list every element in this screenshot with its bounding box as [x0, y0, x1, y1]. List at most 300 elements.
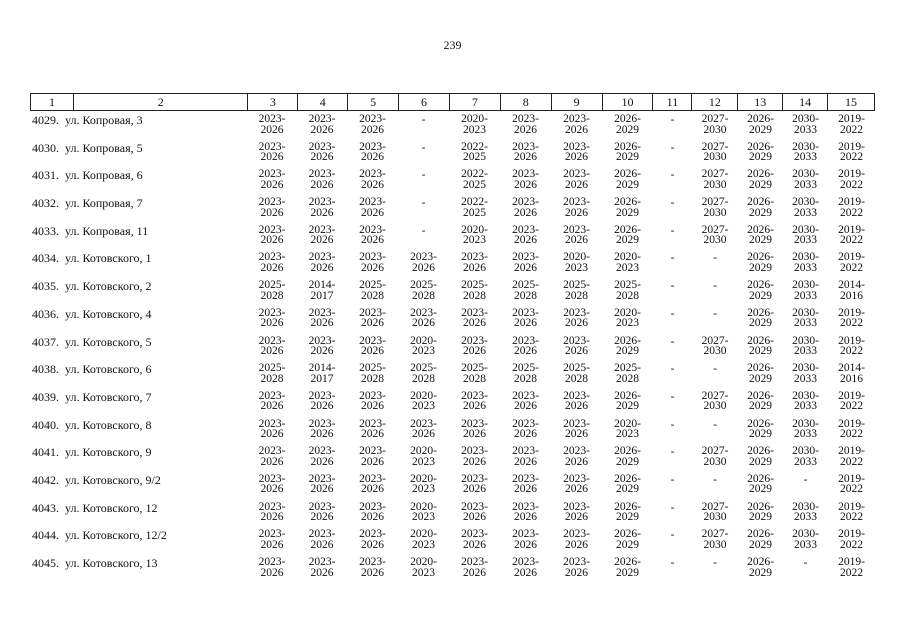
period-cell-col-9: 2023- 2026 [563, 556, 590, 579]
period-cell-col-7: 2023- 2026 [461, 306, 488, 330]
period-cell-col-9: 2023- 2026 [563, 500, 590, 524]
period-cell-col-4: 2023- 2026 [308, 251, 336, 274]
period-cell-col-14: 2030- 2033 [792, 528, 819, 551]
period-cell-col-8: 2023- 2026 [512, 445, 539, 468]
period-cell-col-6: - [421, 114, 426, 126]
period-cell-col-10: 2026- 2029 [614, 140, 641, 164]
period-cell-col-6: 2020- 2023 [410, 334, 437, 357]
period-cell-col-8: 2023- 2026 [512, 113, 539, 136]
period-cell-col-12: 2027- 2030 [701, 528, 729, 551]
column-header-4: 4 [297, 94, 347, 110]
period-cell-col-13: 2026- 2029 [747, 306, 774, 330]
period-cell-col-6: 2025- 2028 [410, 279, 437, 302]
table-row [30, 194, 875, 222]
street-address: ул. Котовского, 5 [65, 334, 152, 349]
period-cell-col-15: 2019- 2022 [838, 113, 865, 136]
table-row [30, 166, 875, 194]
period-cell-col-4: 2023- 2026 [308, 306, 336, 330]
period-cell-col-7: 2023- 2026 [461, 556, 488, 579]
row-number: 4030. [32, 140, 59, 155]
row-number: 4038. [32, 362, 59, 377]
period-cell-col-12: 2027- 2030 [701, 140, 729, 164]
period-cell-col-11: - [670, 307, 675, 320]
table-row [30, 554, 875, 582]
period-cell-col-6: 2020- 2023 [410, 445, 437, 468]
period-cell-col-15: 2019- 2022 [838, 251, 865, 274]
period-cell-col-7: 2023- 2026 [461, 389, 488, 413]
period-cell-col-3: 2023- 2026 [258, 445, 286, 468]
period-cell-col-4: 2023- 2026 [308, 389, 336, 413]
period-cell-col-4: 2014- 2017 [308, 279, 336, 302]
address-cell [30, 194, 247, 222]
row-number: 4033. [32, 223, 59, 238]
period-cell-col-8: 2023- 2026 [512, 389, 539, 413]
period-cell-col-5: 2025- 2028 [359, 279, 386, 302]
period-cell-col-3: 2025- 2028 [258, 362, 286, 385]
period-cell-col-10: 2020- 2023 [614, 306, 641, 330]
period-cell-col-7: 2022- 2025 [461, 196, 488, 219]
address-cell [30, 443, 247, 471]
period-cell-col-9: 2023- 2026 [563, 445, 590, 468]
street-address: ул. Копровая, 11 [65, 223, 149, 238]
period-cell-col-13: 2026- 2029 [747, 556, 774, 579]
period-cell-col-11: - [670, 473, 675, 486]
period-cell-col-8: 2023- 2026 [512, 306, 539, 330]
period-cell-col-11: - [670, 169, 675, 182]
period-cell-col-9: 2025- 2028 [563, 279, 590, 302]
column-header-13: 13 [737, 94, 782, 110]
period-cell-col-14: - [803, 473, 808, 486]
table-row [30, 305, 875, 333]
period-cell-col-14: 2030- 2033 [792, 445, 819, 468]
period-cell-col-6: 2020- 2023 [410, 500, 437, 524]
period-cell-col-15: 2019- 2022 [838, 445, 865, 468]
period-cell-col-6: 2023- 2026 [410, 417, 437, 441]
period-cell-col-13: 2026- 2029 [747, 472, 774, 496]
row-number: 4031. [32, 168, 59, 183]
period-cell-col-13: 2026- 2029 [747, 334, 774, 357]
period-cell-col-12: - [713, 473, 717, 486]
period-cell-col-7: 2023- 2026 [461, 472, 488, 496]
period-cell-col-12: - [713, 363, 717, 376]
row-number: 4045. [32, 556, 59, 570]
street-address: ул. Котовского, 6 [65, 362, 152, 377]
period-cell-col-4: 2023- 2026 [308, 196, 336, 219]
period-cell-col-4: 2023- 2026 [308, 168, 336, 191]
period-cell-col-6: 2020- 2023 [410, 528, 437, 551]
period-cell-col-6: - [421, 169, 426, 182]
street-address: ул. Котовского, 2 [65, 279, 152, 294]
period-cell-col-14: 2030- 2033 [792, 113, 819, 136]
street-address: ул. Котовского, 13 [65, 556, 158, 570]
period-cell-col-5: 2023- 2026 [359, 223, 386, 247]
row-number: 4041. [32, 445, 59, 460]
period-cell-col-3: 2023- 2026 [258, 556, 286, 579]
period-cell-col-3: 2023- 2026 [258, 417, 286, 441]
period-cell-col-15: 2019- 2022 [838, 389, 865, 413]
period-cell-col-9: 2023- 2026 [563, 417, 590, 441]
period-cell-col-5: 2023- 2026 [359, 251, 386, 274]
column-header-5: 5 [347, 94, 398, 110]
street-address: ул. Копровая, 7 [65, 196, 143, 211]
row-number: 4043. [32, 500, 59, 515]
column-header-9: 9 [551, 94, 602, 110]
period-cell-col-11: - [670, 501, 675, 514]
period-cell-col-11: - [670, 141, 675, 154]
period-cell-col-3: 2023- 2026 [258, 113, 286, 136]
period-cell-col-10: 2026- 2029 [614, 113, 641, 136]
address-cell [30, 166, 247, 194]
period-cell-col-4: 2023- 2026 [308, 556, 336, 579]
period-cell-col-12: - [713, 418, 717, 431]
period-cell-col-14: 2030- 2033 [792, 389, 819, 413]
period-cell-col-12: 2027- 2030 [701, 389, 729, 413]
period-cell-col-9: 2023- 2026 [563, 140, 590, 164]
period-cell-col-9: 2023- 2026 [563, 113, 590, 136]
column-header-11: 11 [652, 94, 691, 110]
period-cell-col-14: 2030- 2033 [792, 140, 819, 164]
period-cell-col-7: 2023- 2026 [461, 500, 488, 524]
period-cell-col-12: 2027- 2030 [701, 500, 729, 524]
street-address: ул. Котовского, 9/2 [65, 472, 161, 487]
row-number: 4042. [32, 472, 59, 487]
period-cell-col-15: 2014- 2016 [838, 279, 865, 302]
period-cell-col-10: 2020- 2023 [614, 417, 641, 441]
column-header-1: 1 [48, 95, 55, 109]
period-cell-col-12: - [713, 252, 717, 265]
period-cell-col-11: - [670, 446, 675, 459]
period-cell-col-5: 2023- 2026 [359, 389, 386, 413]
period-cell-col-9: 2020- 2023 [563, 251, 590, 274]
period-cell-col-10: 2026- 2029 [614, 472, 641, 496]
schedule-table [30, 93, 875, 582]
period-cell-col-10: 2026- 2029 [614, 334, 641, 357]
period-cell-col-5: 2023- 2026 [359, 417, 386, 441]
period-cell-col-13: 2026- 2029 [747, 168, 774, 191]
period-cell-col-4: 2023- 2026 [308, 500, 336, 524]
period-cell-col-9: 2023- 2026 [563, 196, 590, 219]
period-cell-col-10: 2026- 2029 [614, 528, 641, 551]
street-address: ул. Котовского, 12 [65, 500, 158, 515]
period-cell-col-4: 2023- 2026 [308, 472, 336, 496]
address-cell [30, 139, 247, 167]
period-cell-col-12: 2027- 2030 [701, 223, 729, 247]
period-cell-col-7: 2023- 2026 [461, 528, 488, 551]
period-cell-col-12: - [713, 557, 717, 569]
period-cell-col-12: 2027- 2030 [701, 334, 729, 357]
period-cell-col-15: 2019- 2022 [838, 168, 865, 191]
period-cell-col-10: 2026- 2029 [614, 223, 641, 247]
period-cell-col-11: - [670, 390, 675, 403]
period-cell-col-8: 2023- 2026 [512, 168, 539, 191]
table-row [30, 249, 875, 277]
street-address: ул. Котовского, 4 [65, 306, 152, 321]
address-cell [30, 305, 247, 333]
period-cell-col-14: 2030- 2033 [792, 196, 819, 219]
period-cell-col-14: 2030- 2033 [792, 306, 819, 330]
period-cell-col-14: 2030- 2033 [792, 168, 819, 191]
period-cell-col-13: 2026- 2029 [747, 279, 774, 302]
period-cell-col-8: 2023- 2026 [512, 472, 539, 496]
address-cell [30, 222, 247, 250]
row-number: 4039. [32, 389, 59, 404]
period-cell-col-6: 2020- 2023 [410, 389, 437, 413]
period-cell-col-5: 2025- 2028 [359, 362, 386, 385]
row-number: 4034. [32, 251, 59, 266]
column-header-2: 2 [73, 94, 248, 110]
table-row [30, 360, 875, 388]
period-cell-col-13: 2026- 2029 [747, 362, 774, 385]
period-cell-col-14: 2030- 2033 [792, 362, 819, 385]
row-number: 4035. [32, 279, 59, 294]
period-cell-col-12: - [713, 280, 717, 293]
period-cell-col-5: 2023- 2026 [359, 334, 386, 357]
period-cell-col-8: 2023- 2026 [512, 417, 539, 441]
period-cell-col-14: 2030- 2033 [792, 279, 819, 302]
street-address: ул. Копровая, 6 [65, 168, 143, 183]
period-cell-col-14: 2030- 2033 [792, 251, 819, 274]
column-header-15: 15 [827, 94, 874, 110]
period-cell-col-12: 2027- 2030 [701, 196, 729, 219]
period-cell-col-8: 2023- 2026 [512, 556, 539, 579]
period-cell-col-3: 2023- 2026 [258, 196, 286, 219]
period-cell-col-5: 2023- 2026 [359, 306, 386, 330]
period-cell-col-12: 2027- 2030 [701, 113, 729, 136]
period-cell-col-13: 2026- 2029 [747, 196, 774, 219]
table-row [30, 443, 875, 471]
period-cell-col-8: 2023- 2026 [512, 196, 539, 219]
period-cell-col-11: - [670, 197, 675, 210]
period-cell-col-12: - [713, 307, 717, 320]
period-cell-col-13: 2026- 2029 [747, 417, 774, 441]
period-cell-col-4: 2014- 2017 [308, 362, 336, 385]
table-row [30, 139, 875, 167]
period-cell-col-13: 2026- 2029 [747, 528, 774, 551]
period-cell-col-5: 2023- 2026 [359, 113, 386, 136]
table-row [30, 416, 875, 444]
period-cell-col-5: 2023- 2026 [359, 140, 386, 164]
period-cell-col-7: 2020- 2023 [461, 223, 488, 247]
period-cell-col-7: 2022- 2025 [461, 140, 488, 164]
period-cell-col-4: 2023- 2026 [308, 445, 336, 468]
period-cell-col-4: 2023- 2026 [308, 113, 336, 136]
column-header-6: 6 [398, 94, 449, 110]
column-header-8: 8 [500, 94, 551, 110]
period-cell-col-9: 2023- 2026 [563, 223, 590, 247]
street-address: ул. Котовского, 1 [65, 251, 152, 266]
table-row [30, 499, 875, 527]
period-cell-col-4: 2023- 2026 [308, 528, 336, 551]
period-cell-col-3: 2023- 2026 [258, 389, 286, 413]
period-cell-col-13: 2026- 2029 [747, 389, 774, 413]
period-cell-col-6: - [421, 224, 426, 237]
period-cell-col-10: 2026- 2029 [614, 500, 641, 524]
period-cell-col-10: 2025- 2028 [614, 362, 641, 385]
period-cell-col-8: 2023- 2026 [512, 251, 539, 274]
street-address: ул. Копровая, 3 [65, 113, 143, 127]
table-row [30, 388, 875, 416]
table-row [30, 471, 875, 499]
address-cell [30, 526, 247, 554]
table-body [30, 111, 875, 582]
period-cell-col-11: - [670, 529, 675, 542]
address-cell [30, 388, 247, 416]
period-cell-col-11: - [670, 114, 675, 126]
address-cell [30, 277, 247, 305]
period-cell-col-15: 2019- 2022 [838, 500, 865, 524]
period-cell-col-7: 2020- 2023 [461, 113, 488, 136]
street-address: ул. Котовского, 7 [65, 389, 152, 404]
period-cell-col-9: 2023- 2026 [563, 528, 590, 551]
period-cell-col-3: 2023- 2026 [258, 334, 286, 357]
period-cell-col-5: 2023- 2026 [359, 168, 386, 191]
period-cell-col-9: 2025- 2028 [563, 362, 590, 385]
period-cell-col-9: 2023- 2026 [563, 334, 590, 357]
period-cell-col-3: 2023- 2026 [258, 140, 286, 164]
page-number: 239 [443, 38, 462, 52]
period-cell-col-11: - [670, 363, 675, 376]
period-cell-col-3: 2023- 2026 [258, 500, 286, 524]
period-cell-col-11: - [670, 557, 675, 569]
row-number: 4029. [32, 113, 59, 127]
period-cell-col-5: 2023- 2026 [359, 500, 386, 524]
period-cell-col-10: 2026- 2029 [614, 196, 641, 219]
period-cell-col-5: 2023- 2026 [359, 556, 386, 579]
period-cell-col-10: 2026- 2029 [614, 445, 641, 468]
period-cell-col-7: 2023- 2026 [461, 251, 488, 274]
address-cell [30, 554, 247, 582]
table-header-row [30, 93, 875, 111]
period-cell-col-6: 2025- 2028 [410, 362, 437, 385]
period-cell-col-14: - [803, 557, 808, 569]
period-cell-col-8: 2023- 2026 [512, 223, 539, 247]
period-cell-col-10: 2025- 2028 [614, 279, 641, 302]
period-cell-col-14: 2030- 2033 [792, 334, 819, 357]
street-address: ул. Котовского, 12/2 [65, 528, 167, 543]
period-cell-col-8: 2023- 2026 [512, 500, 539, 524]
period-cell-col-5: 2023- 2026 [359, 445, 386, 468]
period-cell-col-7: 2025- 2028 [461, 362, 488, 385]
column-header-12: 12 [691, 94, 737, 110]
period-cell-col-10: 2026- 2029 [614, 168, 641, 191]
period-cell-col-7: 2023- 2026 [461, 445, 488, 468]
period-cell-col-11: - [670, 252, 675, 265]
period-cell-col-11: - [670, 335, 675, 348]
period-cell-col-7: 2022- 2025 [461, 168, 488, 191]
street-address: ул. Котовского, 9 [65, 445, 152, 460]
period-cell-col-5: 2023- 2026 [359, 196, 386, 219]
column-header-14: 14 [782, 94, 827, 110]
period-cell-col-9: 2023- 2026 [563, 306, 590, 330]
street-address: ул. Копровая, 5 [65, 140, 143, 155]
period-cell-col-13: 2026- 2029 [747, 251, 774, 274]
table-row [30, 333, 875, 361]
row-number: 4040. [32, 417, 59, 432]
period-cell-col-9: 2023- 2026 [563, 168, 590, 191]
column-header-10: 10 [602, 94, 653, 110]
period-cell-col-3: 2023- 2026 [258, 528, 286, 551]
period-cell-col-4: 2023- 2026 [308, 417, 336, 441]
period-cell-col-15: 2019- 2022 [838, 306, 865, 330]
period-cell-col-15: 2014- 2016 [838, 362, 865, 385]
period-cell-col-15: 2019- 2022 [838, 528, 865, 551]
period-cell-col-15: 2019- 2022 [838, 417, 865, 441]
period-cell-col-15: 2019- 2022 [838, 196, 865, 219]
period-cell-col-7: 2023- 2026 [461, 417, 488, 441]
table-row [30, 222, 875, 250]
address-cell [30, 499, 247, 527]
period-cell-col-13: 2026- 2029 [747, 500, 774, 524]
period-cell-col-8: 2025- 2028 [512, 362, 539, 385]
column-header-3: 3 [247, 94, 297, 110]
period-cell-col-7: 2023- 2026 [461, 334, 488, 357]
period-cell-col-5: 2023- 2026 [359, 528, 386, 551]
period-cell-col-12: 2027- 2030 [701, 168, 729, 191]
period-cell-col-3: 2025- 2028 [258, 279, 286, 302]
period-cell-col-4: 2023- 2026 [308, 223, 336, 247]
period-cell-col-12: 2027- 2030 [701, 445, 729, 468]
period-cell-col-3: 2023- 2026 [258, 251, 286, 274]
period-cell-col-5: 2023- 2026 [359, 472, 386, 496]
address-cell [30, 111, 247, 139]
address-cell [30, 471, 247, 499]
period-cell-col-15: 2019- 2022 [838, 472, 865, 496]
period-cell-col-6: - [421, 197, 426, 210]
period-cell-col-14: 2030- 2033 [792, 500, 819, 524]
period-cell-col-15: 2019- 2022 [838, 556, 865, 579]
address-cell [30, 416, 247, 444]
row-number: 4037. [32, 334, 59, 349]
period-cell-col-11: - [670, 280, 675, 293]
period-cell-col-11: - [670, 224, 675, 237]
period-cell-col-7: 2025- 2028 [461, 279, 488, 302]
period-cell-col-6: 2023- 2026 [410, 306, 437, 330]
period-cell-col-13: 2026- 2029 [747, 223, 774, 247]
period-cell-col-10: 2026- 2029 [614, 389, 641, 413]
period-cell-col-6: 2020- 2023 [410, 472, 437, 496]
period-cell-col-15: 2019- 2022 [838, 223, 865, 247]
period-cell-col-9: 2023- 2026 [563, 472, 590, 496]
table-row [30, 111, 875, 139]
period-cell-col-8: 2023- 2026 [512, 140, 539, 164]
period-cell-col-9: 2023- 2026 [563, 389, 590, 413]
period-cell-col-8: 2025- 2028 [512, 279, 539, 302]
period-cell-col-3: 2023- 2026 [258, 306, 286, 330]
period-cell-col-13: 2026- 2029 [747, 140, 774, 164]
row-number: 4032. [32, 196, 59, 211]
period-cell-col-13: 2026- 2029 [747, 113, 774, 136]
address-cell [30, 333, 247, 361]
row-number: 4044. [32, 528, 59, 543]
period-cell-col-10: 2020- 2023 [614, 251, 641, 274]
period-cell-col-6: 2023- 2026 [410, 251, 437, 274]
period-cell-col-8: 2023- 2026 [512, 528, 539, 551]
period-cell-col-4: 2023- 2026 [308, 140, 336, 164]
period-cell-col-3: 2023- 2026 [258, 168, 286, 191]
period-cell-col-13: 2026- 2029 [747, 445, 774, 468]
address-cell [30, 360, 247, 388]
table-row [30, 526, 875, 554]
period-cell-col-15: 2019- 2022 [838, 140, 865, 164]
period-cell-col-3: 2023- 2026 [258, 472, 286, 496]
address-cell [30, 249, 247, 277]
period-cell-col-3: 2023- 2026 [258, 223, 286, 247]
column-header-7: 7 [449, 94, 500, 110]
period-cell-col-6: - [421, 141, 426, 154]
period-cell-col-14: 2030- 2033 [792, 223, 819, 247]
period-cell-col-4: 2023- 2026 [308, 334, 336, 357]
period-cell-col-8: 2023- 2026 [512, 334, 539, 357]
